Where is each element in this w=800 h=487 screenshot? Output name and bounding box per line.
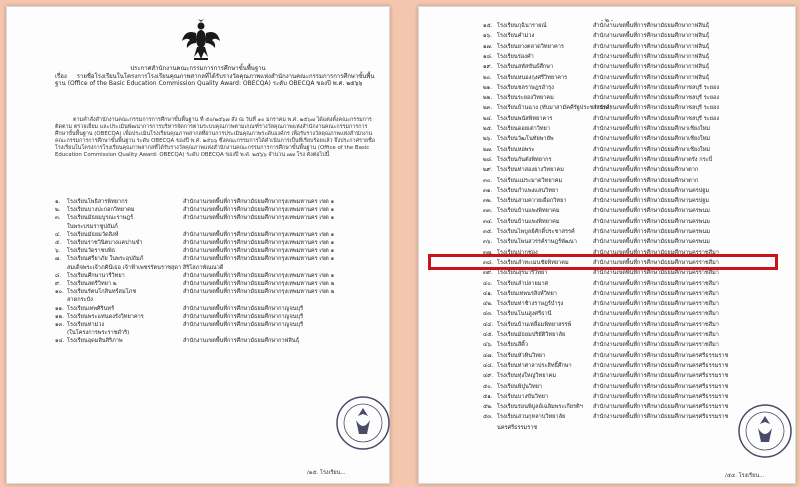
school-row	[483, 116, 796, 123]
education-office: สำนักงานเขตพื้นที่การศึกษามัธยมศึกษาเชียงใหม่	[593, 146, 710, 153]
document-page-1	[6, 6, 390, 484]
school-row	[483, 342, 796, 349]
row-number: ๓๓.	[483, 208, 493, 215]
school-name: (ในโครงการพระราชดำริ)	[67, 330, 130, 337]
education-office: สำนักงานเขตพื้นที่การศึกษามัธยมศึกษานครราชสีมา	[593, 311, 719, 318]
row-number: ๔๗.	[483, 352, 494, 359]
row-number: ๗.	[55, 256, 61, 263]
education-office: สำนักงานเขตพื้นที่การศึกษามัธยมศึกษานครศรีธรรมราช	[593, 352, 729, 359]
school-row	[55, 281, 390, 288]
row-number: ๑๓.	[55, 322, 65, 328]
school-name: โรงเรียนสุรนารีวิทยา	[497, 270, 548, 277]
row-number: ๒๑.	[483, 84, 493, 91]
school-name: โรงเรียนหอพระ	[497, 146, 535, 153]
education-office: สำนักงานเขตพื้นที่การศึกษามัธยมศึกษานครราชสีมา	[593, 249, 719, 256]
education-office: สำนักงานเขตพื้นที่การศึกษามัธยมศึกษากาฬสินธุ์	[593, 64, 710, 71]
school-name: โรงเรียนศรียาภัย ในพระอุปถัมภ์	[67, 256, 144, 263]
education-office: สำนักงานเขตพื้นที่การศึกษามัธยมศึกษานครปฐม	[593, 198, 710, 205]
school-row	[483, 291, 796, 298]
education-office: สำนักงานเขตพื้นที่การศึกษามัธยมศึกษาเชียงใหม่	[593, 136, 710, 143]
school-name: โรงเรียนชลราษฎรอำรุง	[497, 84, 554, 91]
school-name: โรงเรียนลำปลายมาศ	[497, 280, 549, 287]
education-office: สำนักงานเขตพื้นที่การศึกษามัธยมศึกษานครพนม	[593, 218, 710, 225]
school-name: ในพระบรมราชูปถัมภ์	[67, 223, 118, 230]
school-name: โรงเรียนบ้านฉาง (ทับมาสามัคคีรัฐประชาสรรค์)	[497, 105, 612, 112]
education-office: สำนักงานเขตพื้นที่การศึกษามัธยมศึกษากาฬสินธุ์	[593, 53, 710, 60]
school-row	[55, 207, 390, 214]
row-number: ๔๙.	[483, 373, 494, 380]
school-name: ลาดกระบัง	[67, 297, 93, 304]
school-row	[483, 239, 796, 246]
school-row	[483, 198, 796, 205]
education-office: สำนักงานเขตพื้นที่การศึกษามัธยมศึกษานครศรีธรรมราช	[593, 414, 729, 421]
school-name: โรงเรียนมัธยมวัดสิงห์	[67, 231, 119, 238]
school-name: โรงเรียนราชวินิตบางแคปานขำ	[67, 240, 143, 246]
school-name: โรงเรียนบ้านแพงพิทยาคม	[497, 218, 560, 225]
row-number: ๓๘.	[483, 259, 493, 266]
school-name: โรงเรียนร่องคำ	[497, 53, 534, 60]
education-office: สำนักงานเขตพื้นที่การศึกษามัธยมศึกษานครราชสีมา	[593, 321, 719, 328]
row-number: ๒๐.	[483, 74, 492, 81]
row-number: ๑๕.	[483, 23, 493, 29]
row-number: ๓๙.	[483, 270, 493, 277]
school-name: โรงเรียนศึกษานารีวิทยา	[67, 272, 125, 279]
next-page-marker: /๕๔. โรงเรียน...	[725, 473, 765, 479]
row-number: ๒๘.	[483, 156, 493, 163]
school-row	[483, 363, 796, 370]
school-row	[55, 265, 390, 272]
education-office: สำนักงานเขตพื้นที่การศึกษามัธยมศึกษานครราชสีมา	[593, 290, 719, 297]
education-office: สำนักงานเขตพื้นที่การศึกษามัธยมศึกษานครศรีธรรมราช	[593, 362, 729, 369]
school-name: โรงเรียนปากช่อง	[497, 249, 538, 256]
school-row	[483, 178, 796, 185]
education-office: สำนักงานเขตพื้นที่การศึกษามัธยมศึกษานครพนม	[593, 208, 710, 215]
education-office: สำนักงานเขตพื้นที่การศึกษามัธยมศึกษาชลบุรี ระยอง	[593, 95, 720, 102]
school-name: โรงเรียนหนองกุงศรีวิทยาคาร	[497, 74, 568, 81]
school-name: โรงเรียนกันตังพิทยากร	[497, 156, 552, 163]
row-number: ๔๕.	[483, 332, 494, 338]
education-office: สำนักงานเขตพื้นที่การศึกษามัธยมศึกษานครราชสีมา	[593, 259, 719, 266]
school-row	[483, 353, 796, 360]
school-row	[55, 289, 390, 296]
school-row	[483, 208, 796, 215]
education-office: สำนักงานเขตพื้นที่การศึกษามัธยมศึกษาชลบุรี ระยอง	[593, 105, 720, 112]
school-name: โรงเรียนสามควายเผือกวิทยา	[497, 198, 567, 205]
school-row	[55, 338, 390, 345]
row-number: ๕๑.	[483, 393, 493, 400]
school-name: โรงเรียนสวนกุหลาบวิทยาลัย	[497, 414, 566, 421]
education-office: สำนักงานเขตพื้นที่การศึกษามัธยมศึกษานครศรีธรรมราช	[593, 404, 729, 411]
school-name: โรงเรียนแม่ระมาดวิทยาคม	[497, 177, 563, 184]
education-office: สำนักงานเขตพื้นที่การศึกษามัธยมศึกษานครพนม	[593, 239, 710, 246]
highlight-box	[428, 254, 778, 270]
school-row	[483, 44, 796, 51]
school-name: โรงเรียนท่าศาลาประสิทธิ์ศึกษา	[497, 362, 572, 369]
school-name: โรงเรียนทุ่งใหญ่วิทยาคม	[497, 373, 557, 380]
education-office: สำนักงานเขตพื้นที่การศึกษามัธยมศึกษานครพนม	[593, 229, 710, 235]
row-number: ๑๘.	[483, 53, 493, 60]
office-seal-icon	[736, 402, 794, 460]
row-number: ๓๔.	[483, 218, 493, 225]
school-name: โรงเรียนอุดมสินสิริภาพ	[67, 338, 123, 345]
education-office: สำนักงานเขตพื้นที่การศึกษามัธยมศึกษากรุงเทพมหานคร เขต ๑	[183, 272, 335, 279]
school-name: โรงเรียนบ้านเหลื่อมพิทยาสรรพ์	[497, 321, 572, 328]
education-office: สำนักงานเขตพื้นที่การศึกษามัธยมศึกษานครศรีธรรมราช	[593, 373, 729, 380]
school-name: โรงเรียนเทพนรสิงห์วิทยา	[497, 290, 557, 297]
announcement-title: ประกาศสำนักงานคณะกรรมการการศึกษาขั้นพื้นฐาน	[130, 65, 266, 72]
row-number: ๙.	[55, 281, 61, 287]
education-office: สำนักงานเขตพื้นที่การศึกษามัธยมศึกษาตาก	[593, 167, 699, 174]
row-number: ๔๐.	[483, 280, 493, 287]
row-number: ๓๐.	[483, 177, 493, 184]
school-row	[483, 373, 796, 380]
education-office: สำนักงานเขตพื้นที่การศึกษามัธยมศึกษานครราชสีมา	[593, 301, 719, 308]
education-office: สำนักงานเขตพื้นที่การศึกษามัธยมศึกษานครราชสีมา	[593, 280, 719, 287]
row-number: ๑๔.	[55, 338, 65, 345]
school-name: โรงเรียนบางขันวิทยา	[497, 393, 549, 400]
school-name: โรงเรียนคำม่วง	[497, 33, 535, 40]
row-number: ๔๒.	[483, 301, 493, 308]
education-office: สำนักงานเขตพื้นที่การศึกษามัธยมศึกษากาฬสินธุ์	[593, 43, 710, 50]
row-number: ๓๗.	[483, 249, 493, 256]
school-name: นครศรีธรรมราช	[497, 424, 538, 431]
school-name: โรงเรียนลำทะเมนชัยพิทยาคม	[497, 259, 569, 266]
school-name: โรงเรียนมัธยมปริยัติวิทยาลัย	[497, 332, 566, 338]
school-row	[483, 157, 796, 164]
education-office: สำนักงานเขตพื้นที่การศึกษามัธยมศึกษานครราชสีมา	[593, 332, 719, 338]
school-name: โรงเรียนโนนสูงศรีธานี	[497, 311, 552, 318]
row-number: ๔๖.	[483, 342, 493, 349]
school-name: โรงเรียนโพนสวรรค์ราษฎร์พัฒนา	[497, 239, 577, 246]
row-number: ๕๓.	[483, 414, 493, 421]
school-row	[483, 311, 796, 318]
row-number: ๑๐.	[55, 289, 64, 296]
education-office: สำนักงานเขตพื้นที่การศึกษามัธยมศึกษากรุงเทพมหานคร เขต ๑	[183, 240, 335, 246]
school-row	[483, 270, 796, 277]
school-name: โรงเรียนกำแพงแสนวิทยา	[497, 187, 559, 194]
education-office: สำนักงานเขตพื้นที่การศึกษามัธยมศึกษานครศรีธรรมราช	[593, 393, 729, 400]
education-office: สำนักงานเขตพื้นที่การศึกษามัธยมศึกษากาญจนบุรี	[183, 305, 304, 312]
education-office: สำนักงานเขตพื้นที่การศึกษามัธยมศึกษากรุงเทพมหานคร เขต ๑	[183, 231, 335, 238]
subject-label: เรื่อง	[55, 73, 67, 80]
school-name: สมเด็จพระเจ้าภคินีเธอ เจ้าฟ้าเพชรรัตนราชสุดา สิริโสภาพัณณวดี	[67, 264, 224, 271]
school-name: โรงเรียนวัดราชบพิธ	[67, 248, 116, 255]
school-name: โรงเรียนพิปูนวิทยา	[497, 383, 543, 390]
announcement-body: ตามคำสั่งสำนักงานคณะกรรมการการศึกษาขั้นพื้นฐาน ที่ ๕๐/๒๕๖๗ สั่ง ณ วันที่ ๑๐ มกราคม พ.ศ. ๒๕๖๗ ได้แต่งตั้งคณะกรรมการติดตาม ตรวจเยี่ยม และประเมินพัฒนาการการบริหารจัดการตามระบบคุณภาพตามเกณฑ์รางวัลคุณภาพแห่งสำนักงานคณะกรรมการการศึกษาขั้นพื้นฐาน (OBECQA) เพื่อประเมินโรงเรียนคุณภาพสากลที่ผ่านการประเมินคุณภาพระดับองค์กร เพื่อรับรางวัลคุณภาพแห่งสำนักงานคณะกรรมการการศึกษาขั้นพื้นฐาน ระดับ OBECQA ของปี พ.ศ. ๒๕๖๖ ซึ่งคณะกรรมการได้ดำเนินการเป็นที่เรียบร้อยแล้ว จึงประกาศรายชื่อโรงเรียนในโครงการโรงเรียนคุณภาพสากลที่ได้รับรางวัลคุณภาพแห่งสำนักงานคณะกรรมการการศึกษาขั้นพื้นฐาน (Office of the Basic Education Commission Quality Award: OBECQA) ระดับ OBECQA ของปี พ.ศ. ๒๕๖๖ จำนวน ๗๗ โรง ดังต่อไปนี้	[55, 117, 375, 159]
school-name: โรงเรียนท่าสองยางวิทยาคม	[497, 167, 564, 174]
school-name: โรงเรียนระยองวิทยาคม	[497, 95, 554, 102]
school-row	[55, 232, 390, 239]
row-number: ๕๒.	[483, 404, 493, 411]
school-name: โรงเรียนพนัสพิทยาคาร	[497, 115, 553, 122]
school-row	[483, 126, 796, 133]
school-row	[55, 199, 390, 206]
school-row	[483, 95, 796, 102]
subject-text: รายชื่อโรงเรียนในโครงการโรงเรียนคุณภาพสากลที่ได้รับรางวัลคุณภาพแห่งสำนักงานคณะกรรมการการศึกษาขั้นพื้นฐาน (Office of the Basic Education Commission Quality Award: OBECQA) ระดับ OBECQA ของปี พ.ศ. ๒๕๖๖	[55, 73, 375, 88]
school-name: โรงเรียนสีคิ้ว	[497, 342, 529, 349]
row-number: ๕๐.	[483, 383, 493, 390]
school-row	[483, 33, 796, 40]
school-row	[483, 219, 796, 226]
school-row	[55, 306, 390, 313]
school-name: โรงเรียนมัธยมบูรณะราษฎร์	[67, 215, 134, 222]
education-office: สำนักงานเขตพื้นที่การศึกษามัธยมศึกษากาฬสินธุ์	[593, 33, 710, 40]
school-row	[55, 314, 390, 321]
education-office: สำนักงานเขตพื้นที่การศึกษามัธยมศึกษากาญจนบุรี	[183, 313, 304, 320]
education-office: สำนักงานเขตพื้นที่การศึกษามัธยมศึกษานครปฐม	[593, 187, 710, 194]
school-row	[55, 224, 390, 231]
school-name: โรงเรียนเทพศิรินทร์	[67, 305, 115, 312]
garuda-emblem-icon	[181, 19, 221, 61]
school-row	[483, 167, 796, 174]
row-number: ๑๙.	[483, 64, 493, 71]
education-office: สำนักงานเขตพื้นที่การศึกษามัธยมศึกษากรุงเทพมหานคร เขต ๒	[183, 281, 335, 287]
school-name: โรงเรียนท่าม่วง	[67, 322, 105, 328]
education-office: สำนักงานเขตพื้นที่การศึกษามัธยมศึกษานครราชสีมา	[593, 342, 719, 349]
school-row	[483, 23, 796, 30]
education-office: สำนักงานเขตพื้นที่การศึกษามัธยมศึกษากาฬสินธุ์	[593, 74, 710, 81]
school-name: โรงเรียนสตรีวิทยา ๒	[67, 281, 117, 287]
school-name: โรงเรียนยางตลาดวิทยาคาร	[497, 43, 564, 50]
education-office: สำนักงานเขตพื้นที่การศึกษามัธยมศึกษากรุงเทพมหานคร เขต ๑	[183, 248, 335, 255]
school-name: โรงเรียนหัวหินวิทยา	[497, 352, 546, 359]
row-number: ๔๑.	[483, 290, 493, 297]
school-row	[483, 384, 796, 391]
school-name: โรงเรียนพระแท่นดงรังวิทยาคาร	[67, 313, 144, 320]
school-name: โรงเรียนร่อนพิบูลย์เฉลิมพระเกียรติฯ	[497, 404, 583, 411]
row-number: ๒๒.	[483, 95, 493, 102]
school-row	[483, 64, 796, 71]
row-number: ๑๖.	[483, 33, 492, 40]
row-number: ๕.	[55, 240, 62, 246]
school-name: โรงเรียนกุฉินารายณ์	[497, 23, 547, 29]
row-number: ๑๒.	[55, 313, 65, 320]
school-row	[483, 281, 796, 288]
education-office: สำนักงานเขตพื้นที่การศึกษามัธยมศึกษากรุงเทพมหานคร เขต ๑	[183, 256, 335, 263]
school-row	[55, 240, 390, 247]
education-office: สำนักงานเขตพื้นที่การศึกษามัธยมศึกษานครราชสีมา	[593, 270, 719, 277]
row-number: ๒๔.	[483, 115, 493, 122]
row-number: ๒๗.	[483, 146, 493, 153]
school-name: โรงเรียนดอยเต่าวิทยา	[497, 126, 550, 132]
education-office: สำนักงานเขตพื้นที่การศึกษามัธยมศึกษาเชียงใหม่	[593, 126, 710, 132]
school-row	[483, 188, 796, 195]
row-number: ๔๔.	[483, 321, 494, 328]
school-name: โรงเรียนโพธิสารพิทยากร	[67, 199, 128, 205]
school-row	[483, 147, 796, 154]
education-office: สำนักงานเขตพื้นที่การศึกษามัธยมศึกษากาญจนบุรี	[183, 322, 304, 328]
school-row	[55, 256, 390, 263]
school-row	[483, 332, 796, 339]
school-name: โรงเรียนสหัสขันธ์ศึกษา	[497, 64, 554, 71]
school-row	[483, 322, 796, 329]
row-number: ๘.	[55, 272, 62, 279]
school-row	[483, 301, 796, 308]
row-number: ๖.	[55, 248, 61, 255]
row-number: ๒๙.	[483, 167, 493, 174]
row-number: ๔.	[55, 231, 62, 238]
school-name: โรงเรียนไพบูลย์ศักดิ์ประชาสรรค์	[497, 229, 575, 235]
row-number: ๔๓.	[483, 311, 493, 318]
row-number: ๑๗.	[483, 43, 493, 50]
row-number: ๔๘.	[483, 362, 494, 369]
school-name: โรงเรียนบ้านแพงพิทยาคม	[497, 208, 560, 215]
education-office: สำนักงานเขตพื้นที่การศึกษามัธยมศึกษากรุงเทพมหานคร เขต ๑	[183, 207, 335, 214]
education-office: สำนักงานเขตพื้นที่การศึกษามัธยมศึกษานครศรีธรรมราช	[593, 383, 729, 390]
row-number: ๓๑.	[483, 187, 493, 194]
education-office: สำนักงานเขตพื้นที่การศึกษามัธยมศึกษากาฬสินธุ์	[593, 23, 710, 29]
education-office: สำนักงานเขตพื้นที่การศึกษามัธยมศึกษาชลบุรี ระยอง	[593, 115, 720, 122]
row-number: ๑๑.	[55, 305, 64, 312]
row-number: ๒๕.	[483, 126, 493, 132]
school-row	[55, 330, 390, 337]
school-row	[55, 215, 390, 222]
education-office: สำนักงานเขตพื้นที่การศึกษามัธยมศึกษากรุงเทพมหานคร เขต ๑	[183, 215, 335, 222]
education-office: สำนักงานเขตพื้นที่การศึกษามัธยมศึกษาตรัง กระบี่	[593, 156, 713, 163]
school-row	[483, 136, 796, 143]
school-name: โรงเรียนรัตนโกสินทร์สมโภช	[67, 289, 137, 296]
education-office: สำนักงานเขตพื้นที่การศึกษามัธยมศึกษาชลบุรี ระยอง	[593, 84, 720, 91]
row-number: ๓๖.	[483, 239, 493, 246]
row-number: ๒.	[55, 207, 61, 214]
school-row	[483, 105, 796, 112]
school-row	[483, 394, 796, 401]
education-office: สำนักงานเขตพื้นที่การศึกษามัธยมศึกษากรุงเทพมหานคร เขต ๒	[183, 289, 335, 296]
school-row	[483, 54, 796, 61]
page-number: - ๒ -	[600, 17, 614, 24]
school-row	[483, 85, 796, 92]
education-office: สำนักงานเขตพื้นที่การศึกษามัธยมศึกษากรุงเทพมหานคร เขต ๑	[183, 199, 335, 205]
school-name: โรงเรียนบางปะกอกวิทยาคม	[67, 207, 135, 214]
row-number: ๓๕.	[483, 229, 493, 235]
next-page-marker: /๑๕. โรงเรียน...	[307, 470, 346, 476]
school-row	[55, 248, 390, 255]
school-row	[55, 273, 390, 280]
row-number: ๑.	[55, 199, 61, 205]
school-row	[483, 75, 796, 82]
announcement-subject	[55, 73, 375, 87]
school-name: โรงเรียนวัฒโนทัยพายัพ	[497, 136, 554, 143]
education-office: สำนักงานเขตพื้นที่การศึกษามัธยมศึกษาตาก	[593, 177, 699, 184]
school-row	[483, 229, 796, 236]
row-number: ๒๓.	[483, 105, 493, 112]
row-number: ๓.	[55, 215, 61, 222]
office-seal-icon	[334, 394, 392, 452]
school-name: โรงเรียนท่าช้างราษฎร์บำรุง	[497, 301, 564, 308]
row-number: ๒๖.	[483, 136, 493, 143]
education-office: สำนักงานเขตพื้นที่การศึกษามัธยมศึกษากาฬสินธุ์	[183, 338, 300, 345]
school-row	[55, 297, 390, 304]
row-number: ๓๒.	[483, 198, 493, 205]
school-row	[55, 322, 390, 329]
